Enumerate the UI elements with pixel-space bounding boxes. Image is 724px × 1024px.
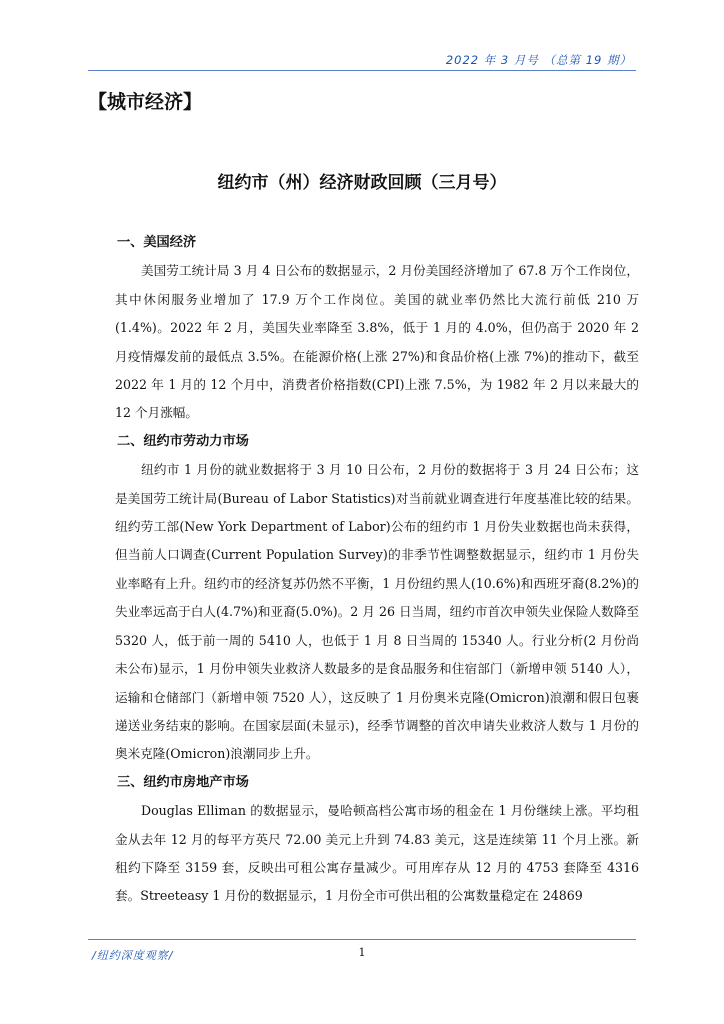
document-title: 纽约市（州）经济财政回顾（三月号）	[217, 173, 507, 193]
header-divider	[88, 70, 636, 71]
article-body	[115, 229, 639, 911]
section-paragraph-real-estate: Douglas Elliman 的数据显示，曼哈顿高档公寓市场的租金在 1 月份继续上涨。平均租金从去年 12 月的每平方英尺 72.00 美元上升到 74.83 美元，这是连续第 11 个月上涨。新租约下降至 3159 套，反映出可租公寓存量减少。可用库存从 12 月的 4753 套降至 4316 套。Streeteasy 1 月份的数据显示，1 月份全市可供出租的公寓数量稳定在 24869	[115, 803, 639, 904]
section-heading-us-economy: 一、美国经济	[117, 235, 197, 250]
section-heading-real-estate: 三、纽约市房地产市场	[117, 774, 249, 790]
section-tag: 【城市经济】	[88, 91, 203, 113]
section-heading-labor-market: 二、纽约市劳动力市场	[117, 433, 249, 449]
footer-publication-label: /纽约深度观察/	[92, 949, 174, 962]
section-paragraph-labor-market: 纽约市 1 月份的就业数据将于 3 月 10 日公布，2 月份的数据将于 3 月 24 日公布；这是美国劳工统计局(Bureau of Labor Statistics)对当前就业调查进行年度基准比较的结果。纽约劳工部(New York Department of Labor)公布的纽约市 1 月份失业数据也尚未获得，但当前人口调查(Current Population Survey)的非季节性调整数据显示，纽约市 1 月份失业率略有上升。纽约市的经济复苏仍然不平衡，1 月份纽约黑人(10.6%)和西班牙裔(8.2%)的失业率远高于白人(4.7%)和亚裔(5.0%)。2 月 26 日当周，纽约市首次申领失业保险人数降至 5320 人，低于前一周的 5410 人，也低于 1 月 8 日当周的 15340 人。行业分析(2 月份尚未公布)显示，1 月份申领失业救济人数最多的是食品服务和住宿部门（新增申领 5140 人），运输和仓储部门（新增申领 7520 人），这反映了 1 月份奥米克隆(Omicron)浪潮和假日包裹递送业务结束的影响。在国家层面(未显示)，经季节调整的首次申请失业救济人数与 1 月份的奥米克隆(Omicron)浪潮同步上升。	[115, 462, 639, 762]
footer-divider	[88, 939, 636, 940]
issue-label: 2022 年 3 月号 （总第 19 期）	[445, 53, 632, 67]
section-paragraph-us-economy: 美国劳工统计局 3 月 4 日公布的数据显示，2 月份美国经济增加了 67.8 万个工作岗位，其中休闲服务业增加了 17.9 万个工作岗位。美国的就业率仍然比大流行前低 210 万(1.4%)。2022 年 2 月，美国失业率降至 3.8%，低于 1 月的 4.0%，但仍高于 2020 年 2 月疫情爆发前的最低点 3.5%。在能源价格(上涨 27%)和食品价格(上涨 7%)的推动下，截至 2022 年 1 月的 12 个月中，消费者价格指数(CPI)上涨 7.5%，为 1982 年 2 月以来最大的 12 个月涨幅。	[115, 263, 639, 421]
page-number: 1	[358, 946, 366, 959]
